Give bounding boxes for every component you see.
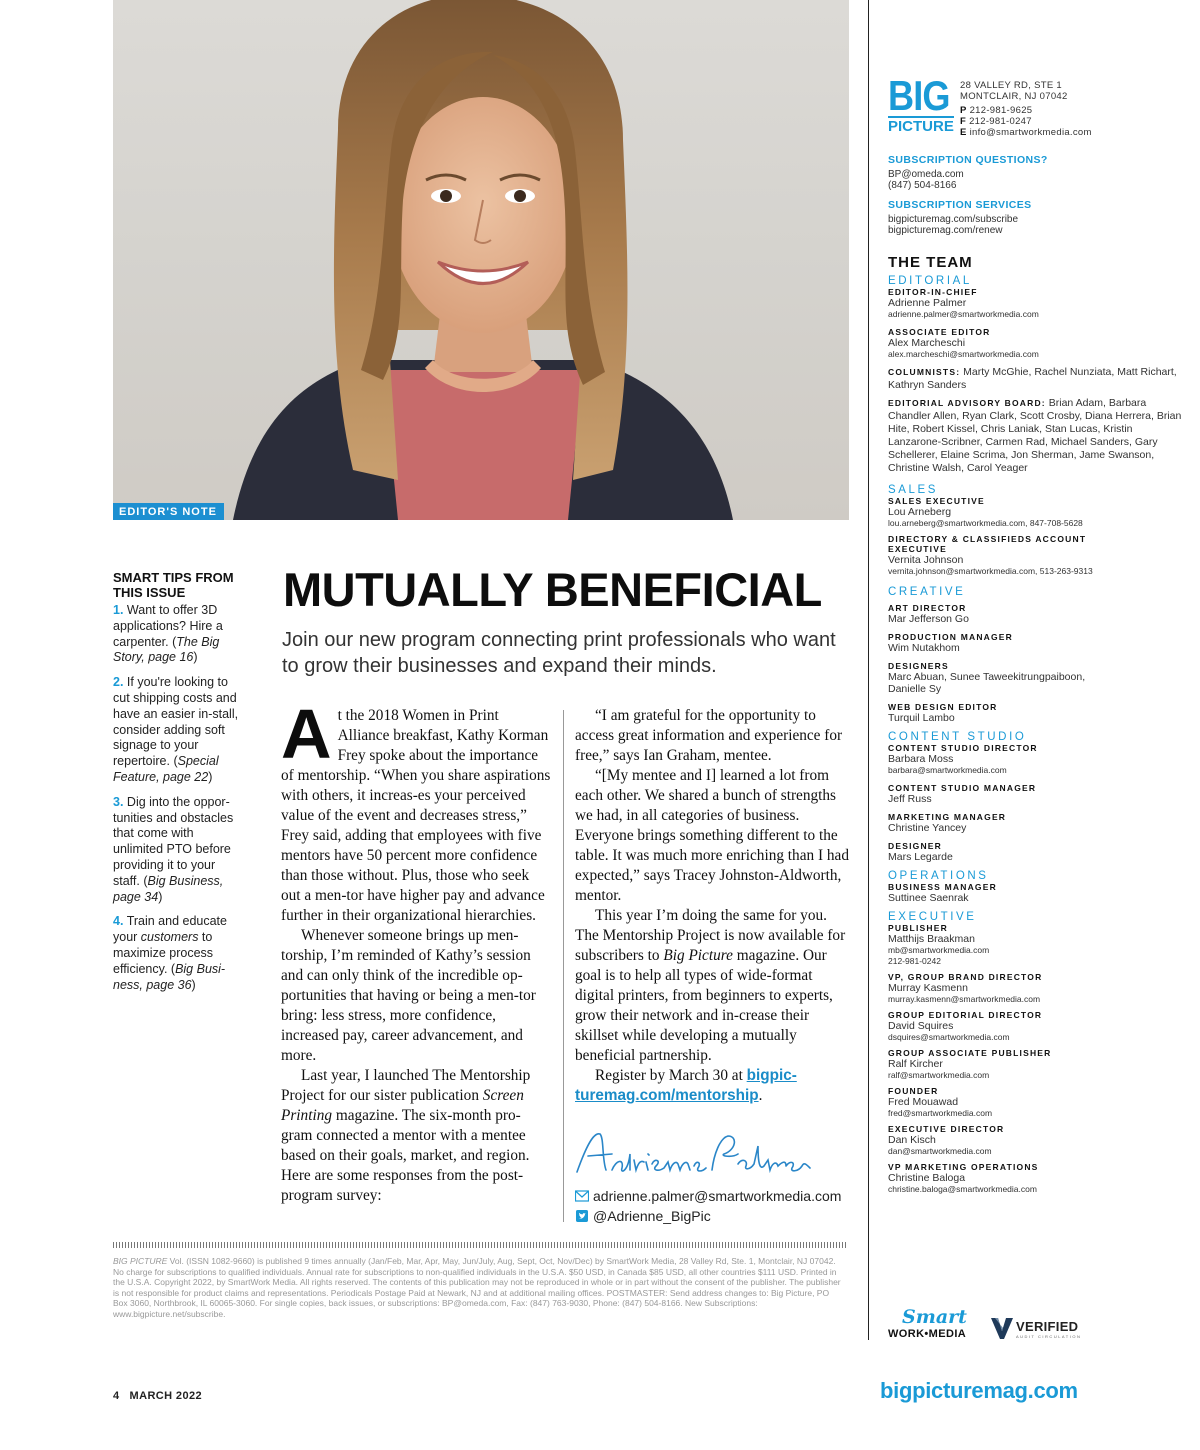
email-line: E info@smartworkmedia.com [960, 127, 1092, 138]
email-link[interactable]: murray.kasmenn@smartworkmedia.com [888, 994, 1041, 1004]
page-number: 4 [113, 1390, 120, 1402]
drop-cap: A [281, 695, 332, 773]
contact-info [960, 80, 1092, 138]
author-twitter-row[interactable] [575, 1206, 841, 1226]
email-link[interactable]: lou.arneberg@smartworkmedia.com, 847-708-5628 [888, 518, 1083, 528]
team-title: THE TEAM [888, 254, 973, 271]
paragraph: “[My mentee and I] learned a lot from each other. We shared a bunch of strengths we had, in all categories of business. Everyone brings something different to the table. It was much more enriching than I had expected,” says Tracey Johnston-Aldworth, mentor. [575, 767, 849, 904]
article-column-2 [575, 706, 850, 1106]
footer-rule [113, 1242, 848, 1248]
email-link[interactable]: fred@smartworkmedia.com [888, 1108, 993, 1118]
paragraph: Register by March 30 at bigpic-turemag.com/mentorship. [575, 1067, 797, 1104]
email-link[interactable]: dan@smartworkmedia.com [888, 1146, 992, 1156]
article-headline: MUTUALLY BENEFICIAL [283, 563, 822, 616]
subscription-phone: (847) 504-8166 [888, 180, 957, 191]
email-link[interactable]: ralf@smartworkmedia.com [888, 1070, 990, 1080]
email-link[interactable]: barbara@smartworkmedia.com [888, 765, 1007, 775]
subscription-email[interactable]: BP@omeda.com [888, 169, 964, 180]
paragraph: “I am grateful for the opportunity to access great information and experience for free,” says Ian Graham, mentee. [575, 707, 843, 764]
legal-notice: BIG PICTURE Vol. (ISSN 1082-9660) is published 9 times annually (Jan/Feb, Mar, Apr, May, Jun/July, Aug, Sept, Oct, Nov/Dec) by SmartWork Media, 28 Valley Rd, Ste. 1, Montclair, NJ 07042. No charge for subscriptions to qualified individuals. Annual rate for subscriptions to non-qualified individuals in the U.S.A. $50 USD, in Canada $85 USD, all other countries $111 USD. Printed in the U.S.A. Copyright 2022, by SmartWork Media. All rights reserved. The contents of this publication may not be reproduced in whole or in part without the consent of the publisher. The publisher is not responsible for product claims and representations. Periodicals Postage Paid at Newark, NJ and at additional mailing offices. POSTMASTER: Send address changes to: Big Picture, PO Box 3060, Northbrook, IL 60065-3060. For single copies, back issues, or subscriptions: BP@omeda.com, Fax: (847) 763-9030, Phone: (847) 504-8166. New Subscriptions: www.bigpicture.net/subscribe. [113, 1256, 841, 1319]
author-twitter[interactable]: @Adrienne_BigPic [593, 1208, 711, 1224]
section-content-studio: CONTENT STUDIO [888, 731, 1027, 743]
address-line-1: 28 VALLEY RD, STE 1 [960, 80, 1062, 91]
paragraph: This year I’m doing the same for you. The Mentorship Project is now available for subscribers to Big Picture magazine. Our goal is to help all types of wide-format digital printers, from beginners to experts, grow their network and in-crease their skillset while developing a mutually beneficial partnership. [575, 907, 846, 1064]
renew-link[interactable]: bigpicturemag.com/renew [888, 225, 1003, 236]
phone: 212-981-0242 [888, 956, 941, 966]
column-rule [563, 710, 564, 1222]
paragraph: Last year, I launched The Mentorship Project for our sister publication Screen Printing magazine. The six-month pro-gram connected a mentor with a mentee based on their goals, market, and region. Here are some responses from the post-program survey: [281, 1067, 531, 1204]
team-list: THE TEAM EDITORIAL EDITOR-IN-CHIEF Adrienne Palmer adrienne.palmer@smartworkmedia.com ASSOCIATE EDITOR Alex Marcheschi alex.marcheschi@smartworkmedia.com COLUMNISTS: Marty McGhie, Rachel Nunziata, Matt Richart, Kathryn Sanders EDITORIAL ADVISORY BOARD: Brian Adam, Barbara Chandler Allen, Ryan Clark, Scott Crosby, Diana Herrera, Brian Hite, Robert Kissel, Chris Laniak, Stan Lucas, Kristin Lanzarone-Scribner, Carmen Rad, Michael Sanders, Gary Schellerer, Elaine Scrima, Jon Sherman, Jame Swanson, Christine Walsh, Carol Yeager SALES SALES EXECUTIVE Lou Arneberg lou.arneberg@smartworkmedia.com, 847-708-5628 DIRECTORY & CLASSIFIEDS ACCOUNT EXECUTIVE Vernita Johnson vernita.johnson@smartworkmedia.com, 513-263-9313 CREATIVE ART DIRECTOR Mar Jefferson Go PRODUCTION MANAGER Wim Nutakhom DESIGNERS Marc Abuan, Sunee Taweekitrungpaiboon, Danielle Sy WEB DESIGN EDITOR Turquil Lambo CONTENT STUDIO CONTENT STUDIO DIRECTOR Barbara Moss barbara@smartworkmedia.com CONTENT STUDIO MANAGER Jeff Russ MARKETING MANAGER Christine Yancey DESIGNER Mars Legarde OPERATIONS BUSINESS MANAGER Suttinee Saenrak EXECUTIVE PUBLISHER Matthijs Braakman mb@smartworkmedia.com 212-981-0242 VP, GROUP BRAND DIRECTOR Murray Kasmenn murray.kasmenn@smartworkmedia.com GROUP EDITORIAL DIRECTOR David Squires dsquires@smartworkmedia.com GROUP ASSOCIATE PUBLISHER Ralf Kircher ralf@smartworkmedia.com FOUNDER Fred Mouawad fred@smartworkmedia.com EXECUTIVE DIRECTOR Dan Kisch dan@smartworkmedia.com VP MARKETING OPERATIONS Christine Baloga christine.baloga@smartworkmedia.com [888, 254, 1188, 1195]
section-executive: EXECUTIVE [888, 911, 977, 923]
tip-item: 4. Train and educate your customers to maximize process efficiency. (Big Busi-ness, page 36) [113, 914, 227, 992]
paragraph: At the 2018 Women in Print Alliance breakfast, Kathy Korman Frey spoke about the importance of mentorship. “When you share aspirations with others, it increas-es your perceived value of the event and decreases stress,” Frey said, adding that employees with five mentors have 50 percent more confidence than those without. Plus, those who seek out a men-tor have higher pay and advance further in their organizational hierarchies. [281, 695, 551, 924]
mentorship-link[interactable]: bigpic-turemag.com/mentorship [575, 1067, 797, 1104]
email-link[interactable]: adrienne.palmer@smartworkmedia.com [888, 309, 1039, 319]
tip-item: 2. If you're looking to cut shipping costs and have an easier in-stall, consider adding soft signage to your repertoire. (Special Feature, page 22) [113, 675, 239, 784]
fax-line: F 212-981-0247 [960, 116, 1032, 127]
issue-date: MARCH 2022 [129, 1390, 202, 1402]
email-link[interactable]: vernita.johnson@smartworkmedia.com, 513-263-9313 [888, 566, 1093, 576]
email-link[interactable]: alex.marcheschi@smartworkmedia.com [888, 349, 1039, 359]
tip-item: 1. Want to offer 3D applications? Hire a carpenter. (The Big Story, page 16) [113, 603, 223, 665]
subscribe-link[interactable]: bigpicturemag.com/subscribe [888, 214, 1019, 225]
page-folio [113, 1390, 212, 1402]
smartwork-media-logo: Smart WORK•MEDIA [888, 1306, 967, 1340]
twitter-icon [575, 1210, 589, 1222]
verified-v-icon [990, 1316, 1014, 1340]
address-line-2: MONTCLAIR, NJ 07042 [960, 91, 1068, 102]
column-divider [868, 0, 869, 1340]
advisory-board: EDITORIAL ADVISORY BOARD: Brian Adam, Barbara Chandler Allen, Ryan Clark, Scott Crosby, Diana Herrera, Brian Hite, Robert Kissel, Chris Laniak, Stan Lucas, Kristin Lanzarone-Scribner, Carmen Rad, Michael Sanders, Gary Schellerer, Elaine Scrima, Jon Sherman, Jame Swanson, Christine Walsh, Carol Yeager [888, 397, 1182, 474]
smart-tips-title: SMART TIPS FROM THIS ISSUE [113, 570, 234, 600]
columnists: COLUMNISTS: Marty McGhie, Rachel Nunziata, Matt Richart, Kathryn Sanders [888, 366, 1177, 391]
phone-line: P 212-981-9625 [960, 105, 1033, 116]
author-email[interactable]: adrienne.palmer@smartworkmedia.com [593, 1188, 842, 1204]
article-column-1 [281, 695, 551, 1206]
section-editorial: EDITORIAL [888, 275, 972, 287]
subscription-services: SUBSCRIPTION SERVICES bigpicturemag.com/subscribe bigpicturemag.com/renew [888, 199, 1188, 236]
editors-note-badge: EDITOR'S NOTE [113, 503, 224, 520]
author-email-row[interactable] [575, 1186, 841, 1206]
portrait-illustration [113, 0, 849, 520]
big-picture-logo: BIG PICTURE [888, 72, 954, 135]
verified-audit-logo: VERIFIED AUDIT CIRCULATION [990, 1316, 1100, 1342]
author-contact [575, 1186, 841, 1226]
article-dek: Join our new program connecting print professionals who want to grow their businesses and expand their minds. [282, 629, 836, 677]
email-link[interactable]: mb@smartworkmedia.com [888, 945, 990, 955]
smart-tips-sidebar [113, 570, 243, 1002]
paragraph: Whenever someone brings up men-torship, I’m reminded of Kathy’s session and can only think of the incredible op-portunities that having or being a men-tor bring: less stress, more confidence, increased pay, career advancement, and more. [281, 927, 536, 1064]
subscription-questions: SUBSCRIPTION QUESTIONS? BP@omeda.com (847) 504-8166 [888, 154, 1188, 191]
email-link[interactable]: christine.baloga@smartworkmedia.com [888, 1184, 1037, 1194]
editor-photo [113, 0, 849, 520]
section-creative: CREATIVE [888, 586, 966, 598]
website-url[interactable]: bigpicturemag.com [880, 1378, 1078, 1403]
tip-item: 3. Dig into the oppor-tunities and obstacles that come with unlimited PTO before providing it to your staff. (Big Business, page 34) [113, 794, 234, 904]
signature [572, 1124, 812, 1184]
section-operations: OPERATIONS [888, 870, 989, 882]
section-sales: SALES [888, 484, 939, 496]
envelope-icon [575, 1190, 589, 1202]
email-link[interactable]: dsquires@smartworkmedia.com [888, 1032, 1010, 1042]
